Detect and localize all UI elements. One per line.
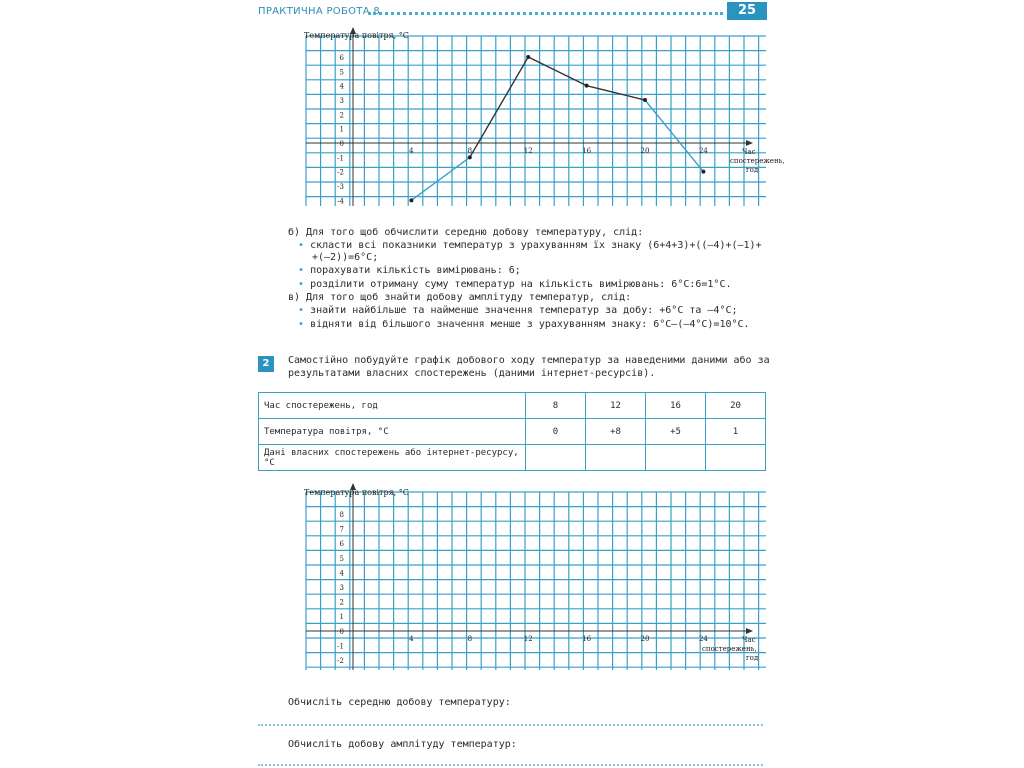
row-label: Час спостережень, год [259,393,526,419]
solution-b-intro: б) Для того щоб обчислити середню добову температуру, слід: [288,227,644,238]
table-row [259,445,766,471]
graph-tick-labels [337,511,708,665]
table-cell: 8 [526,393,586,419]
x-axis-label-line3: год [746,654,759,662]
empty-input-cell[interactable] [706,445,766,471]
temperature-line [409,55,705,202]
solution-c-intro: в) Для того щоб знайти добову амплітуду температур, слід: [288,292,632,303]
y-tick-label: 3 [339,584,344,592]
solution-b-item2-text: порахувати кількість вимірювань: 6; [310,265,521,276]
header-divider [368,12,723,15]
data-point [526,55,530,59]
y-tick-label: 1 [339,125,344,134]
x-tick-label: 24 [698,635,708,643]
bullet-icon: • [298,240,305,251]
solution-c-item1 [298,305,738,317]
table-cell: 16 [646,393,706,419]
answer-line[interactable] [258,724,763,726]
x-axis-label-line1: Час [742,636,756,644]
solution-b-item1-line1: скласти всі показники температур з урахуванням їх знаку (6+4+3)+((–4)+(–1)+ [310,240,762,251]
solution-b-item1-line2: +(–2))=6°С; [312,252,379,263]
graph-tick-labels [337,54,708,205]
x-tick-label: 12 [523,635,533,643]
x-tick-label: 16 [582,147,592,155]
row-label: Дані власних спостережень або інтернет-ресурсу, °С [259,445,526,471]
empty-input-cell[interactable] [646,445,706,471]
x-tick-label: 20 [640,147,650,155]
y-tick-label: 7 [339,525,344,534]
x-tick-label: 12 [523,147,533,155]
question-average-temp: Обчисліть середню добову температуру: [288,697,511,708]
bullet-icon: • [298,305,305,316]
graph-grid [306,492,766,670]
y-tick-label: 2 [339,598,344,607]
solution-b-item2 [298,265,521,277]
x-tick-label: 8 [467,635,473,643]
x-tick-label: 16 [582,635,592,643]
x-tick-label: 4 [409,147,414,155]
y-tick-label: 0 [339,627,344,636]
task-text-line2: результатами власних спостережень (даними інтернет-ресурсів). [288,368,656,379]
y-tick-label: 3 [339,96,344,105]
y-tick-label: 1 [339,613,344,622]
task-number-badge: 2 [258,356,274,372]
x-axis-label-line1: Час [742,148,756,156]
bullet-icon: • [298,319,305,330]
x-axis-label-line3: год [746,166,759,174]
table-cell: 20 [706,393,766,419]
answer-line[interactable] [258,764,763,766]
table-cell: 1 [706,419,766,445]
x-axis-label-line2: спостережень, [730,157,785,165]
line-segment [411,157,469,200]
y-tick-label: -4 [337,197,344,206]
temperature-graph-completed [296,30,785,212]
line-segment [645,100,703,172]
table-cell: +5 [646,419,706,445]
table-cell: 0 [526,419,586,445]
page-number: 25 [727,2,767,20]
x-axis-label-line2: спостережень, [702,645,757,653]
x-axis-arrow-icon [746,628,753,634]
bullet-icon: • [298,279,305,290]
line-segment [467,57,528,157]
data-point [409,198,413,202]
question-amplitude: Обчисліть добову амплітуду температур: [288,739,517,750]
y-tick-label: 4 [339,569,344,578]
y-tick-label: 2 [339,111,344,120]
y-axis-label: Температура повітря, °С [304,488,409,497]
empty-input-cell[interactable] [586,445,646,471]
y-tick-label: 6 [339,54,344,62]
table-cell: 12 [586,393,646,419]
solution-b-item3 [298,279,732,291]
y-tick-label: 0 [339,139,344,148]
row-label: Температура повітря, °С [259,419,526,445]
table-cell: +8 [586,419,646,445]
line-segment [528,57,586,86]
solution-c-item1-text: знайти найбільше та найменше значення температур за добу: +6°С та –4°С; [310,305,738,316]
y-tick-label: -2 [337,168,344,177]
y-tick-label: 8 [339,511,344,519]
solution-c-item2 [298,319,750,331]
empty-input-cell[interactable] [526,445,586,471]
table-row [259,393,766,419]
observation-table [258,392,766,471]
section-title: ПРАКТИЧНА РОБОТА 8 [258,6,380,17]
y-tick-label: -2 [337,657,344,665]
x-axis-arrow-icon [746,140,753,146]
y-axis-label: Температура повітря, °С [304,31,409,40]
data-point [585,84,589,88]
data-point [468,155,472,159]
line-segment [587,86,645,100]
y-tick-label: 5 [339,554,344,563]
task-text-line1: Самостійно побудуйте графік добового ходу температур за наведеними даними або за [288,355,770,366]
x-tick-label: 24 [698,147,708,155]
x-tick-label: 20 [640,635,650,643]
y-tick-label: 5 [339,68,344,77]
temperature-graph-blank [296,482,766,672]
data-point [701,170,705,174]
table-row [259,419,766,445]
solution-b-item1 [298,240,762,252]
bullet-icon: • [298,265,305,276]
x-tick-label: 4 [409,635,414,643]
y-tick-label: 4 [339,82,344,91]
y-tick-label: 6 [339,540,344,549]
solution-b-item3-text: розділити отриману суму температур на кількість вимірювань: 6°С:6=1°С. [310,279,732,290]
y-tick-label: -1 [337,642,344,651]
x-tick-label: 8 [467,147,473,155]
y-tick-label: -3 [337,182,344,191]
y-tick-label: -1 [337,154,344,163]
data-point [643,98,647,102]
solution-c-item2-text: відняти від більшого значення менше з урахуванням знаку: 6°С–(–4°С)=10°С. [310,319,750,330]
